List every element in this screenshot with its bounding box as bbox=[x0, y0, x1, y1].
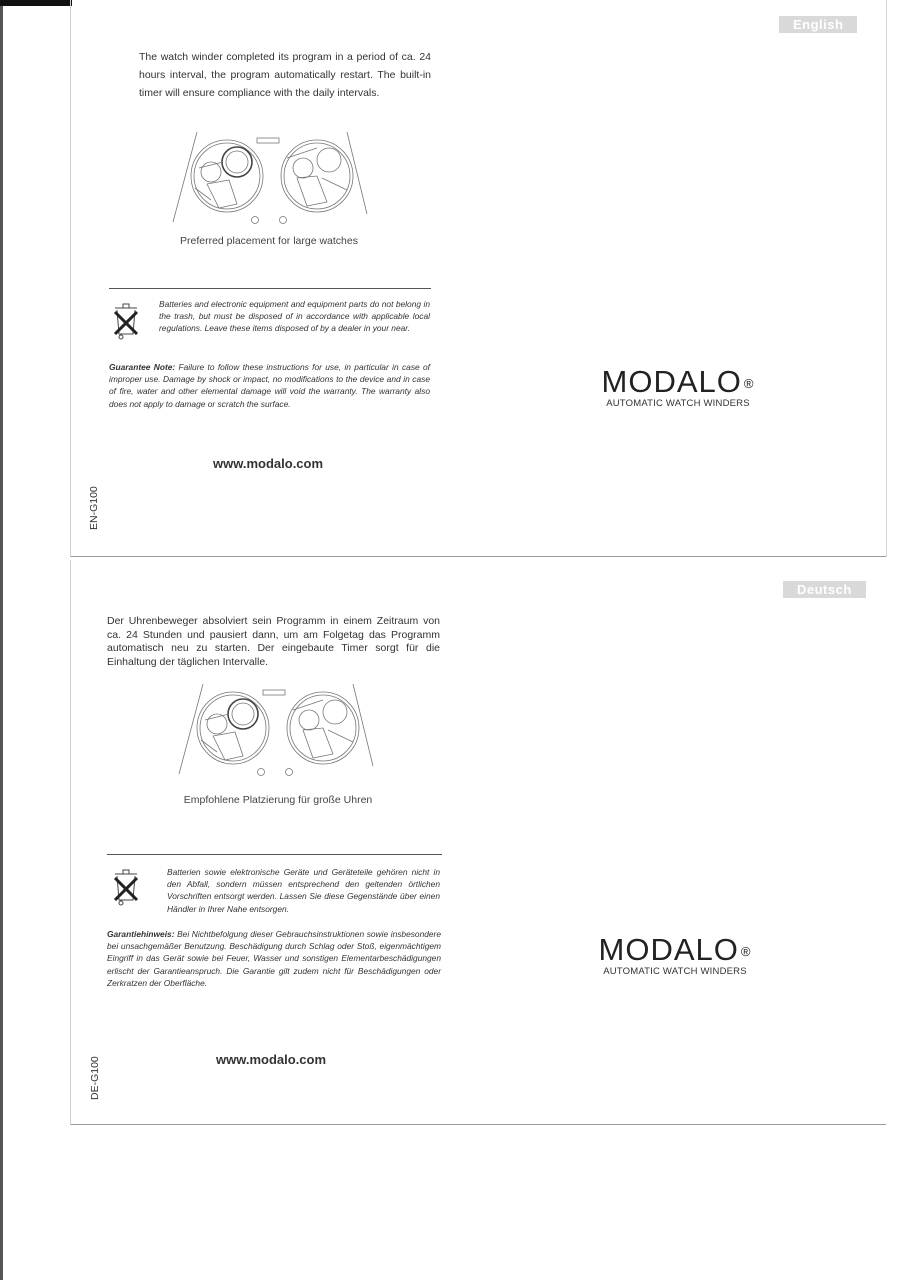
page-bottom-rule bbox=[71, 1124, 886, 1125]
page-english bbox=[70, 0, 887, 557]
brand-name: MODALO ® bbox=[598, 932, 752, 967]
guarantee-note bbox=[109, 361, 430, 410]
crossed-out-bin-icon bbox=[109, 868, 143, 910]
guarantee-label: Garantiehinweis: bbox=[107, 929, 175, 939]
disposal-notice: Batteries and electronic equipment and equipment parts do not belong in the trash, but must be disposed of in accordance with applicable local regulations. Leave these items disposed of by a dealer in your near. bbox=[159, 299, 430, 334]
diagram-caption: Empfohlene Platzierung für große Uhren bbox=[183, 794, 373, 806]
language-badge: Deutsch bbox=[783, 581, 866, 598]
language-badge: English bbox=[779, 16, 857, 33]
guarantee-note bbox=[107, 928, 441, 989]
product-code: EN-G100 bbox=[88, 486, 100, 530]
guarantee-text: Failure to follow these instructions for use, in particular in case of improper use. Damage by shock or impact, no modifications to the device and in case of fire, water and other elemental damage will void the warranty. The warranty also does not apply to damage or scratch the surface. bbox=[109, 362, 430, 409]
watch-winder-diagram-icon bbox=[173, 680, 377, 780]
page-deutsch bbox=[70, 560, 886, 1125]
intro-paragraph: The watch winder completed its program in a period of ca. 24 hours interval, the program automatically restart. The built-in timer will ensure compliance with the daily intervals. bbox=[139, 51, 431, 99]
guarantee-text: Bei Nichtbefolgung dieser Gebrauchsinstruktionen sowie insbesondere bei unsachgemäßer Benutzung. Beschädigung durch Schlag oder Stoß, eigenmächtigem Eingriff in das Gerät sowie bei Feuer, Wasser und sonstigen Elementarbeschädigungen erlischt der Garantieanspruch. Die Garantie gilt zudem nicht für Beschädigungen oder Zerkratzen der Oberfläche. bbox=[107, 929, 441, 988]
website-link[interactable]: www.modalo.com bbox=[213, 456, 324, 471]
scan-edge-left bbox=[0, 0, 3, 1280]
registered-mark: ® bbox=[740, 944, 752, 959]
diagram-caption: Preferred placement for large watches bbox=[179, 235, 358, 247]
website-link[interactable]: www.modalo.com bbox=[216, 1052, 327, 1067]
brand-logo bbox=[598, 934, 752, 977]
divider-line bbox=[109, 288, 431, 289]
page-bottom-rule bbox=[71, 556, 886, 557]
registered-mark: ® bbox=[743, 376, 755, 391]
guarantee-label: Guarantee Note: bbox=[109, 362, 176, 372]
product-code: DE-G100 bbox=[89, 1056, 101, 1100]
brand-name: MODALO ® bbox=[601, 364, 755, 399]
intro-paragraph: Der Uhrenbeweger absolviert sein Programm in einem Zeitraum von ca. 24 Stunden und pausiert dann, um am Folgetag das Programm automatisch neu zu starten. Der eingebaute Timer sorgt für die Einhaltung der täglichen Intervalle. bbox=[107, 615, 440, 668]
crossed-out-bin-icon bbox=[109, 302, 143, 344]
disposal-notice: Batterien sowie elektronische Geräte und Geräteteile gehören nicht in den Abfall, sondern müssen entsprechend den geltenden örtlichen Vorschriften entsorgt werden. Lassen Sie diese Gegenstände über einen Händler in Ihrer Nahe entsorgen. bbox=[167, 867, 440, 914]
brand-tagline: AUTOMATIC WATCH WINDERS bbox=[606, 398, 750, 409]
brand-logo bbox=[601, 366, 755, 409]
watch-winder-diagram-icon bbox=[167, 128, 371, 228]
brand-tagline: AUTOMATIC WATCH WINDERS bbox=[603, 966, 747, 977]
divider-line bbox=[107, 854, 442, 855]
scan-edge-top bbox=[0, 0, 72, 6]
